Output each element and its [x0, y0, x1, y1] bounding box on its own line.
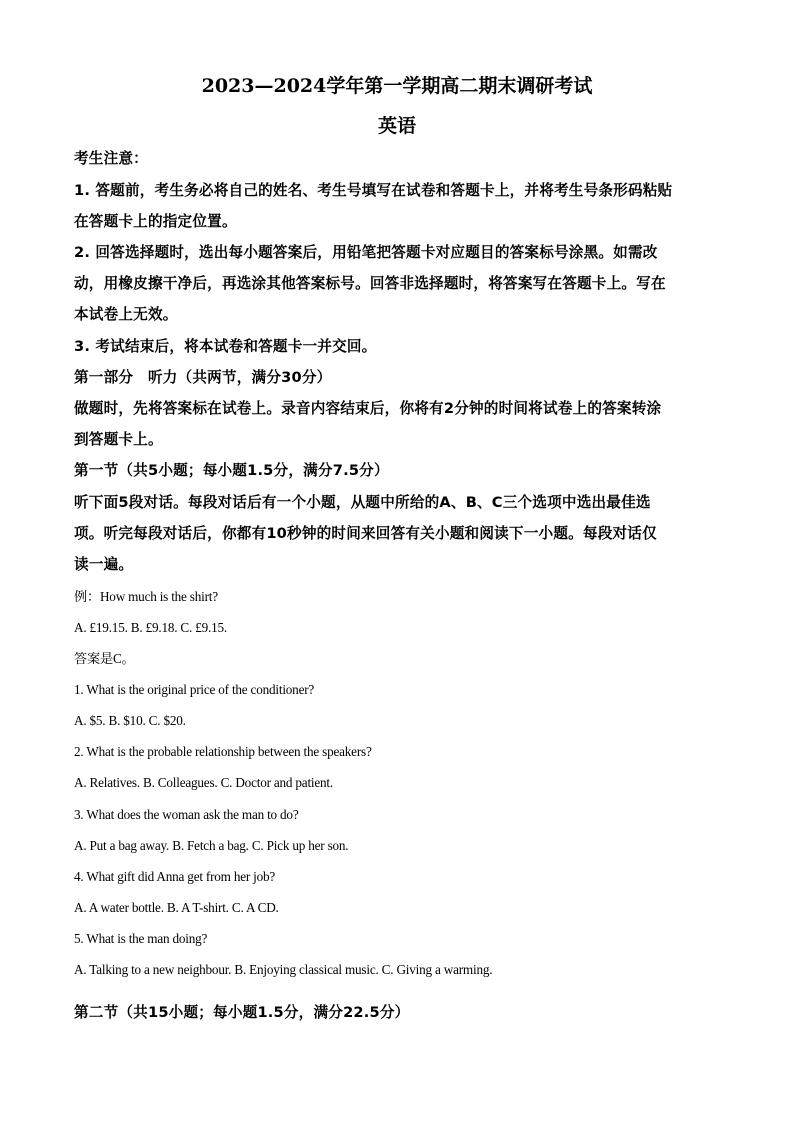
- example-question: 例：How much is the shirt?: [74, 589, 218, 604]
- question-text: 4. What gift did Anna get from her job?: [74, 869, 276, 884]
- notice-line: 在答题卡上的指定位置。: [74, 213, 237, 230]
- notice-line: 1. 答题前，考生务必将自己的姓名、考生号填写在试卷和答题卡上，并将考生号条形码粘贴: [74, 182, 673, 199]
- question-options: A. Talking to a new neighbour. B. Enjoying classical music. C. Giving a warming.: [74, 962, 493, 977]
- section1-instruction: 听下面5段对话。每段对话后有一个小题，从题中所给的A、B、C三个选项中选出最佳选: [74, 494, 651, 511]
- section2-heading: 第二节（共15小题；每小题1.5分，满分22.5分）: [74, 1004, 410, 1021]
- exam-title: 2023—2024学年第一学期高二期末调研考试: [201, 75, 593, 97]
- question-text: 2. What is the probable relationship between the speakers?: [74, 744, 372, 759]
- notice-line: 3. 考试结束后，将本试卷和答题卡一并交回。: [74, 338, 377, 355]
- question-options: A. Put a bag away. B. Fetch a bag. C. Pick up her son.: [74, 838, 349, 853]
- notice-line: 动，用橡皮擦干净后，再选涂其他答案标号。回答非选择题时，将答案写在答题卡上。写在: [74, 275, 666, 292]
- part1-instruction: 到答题卡上。: [74, 431, 163, 448]
- notice-line: 2. 回答选择题时，选出每小题答案后，用铅笔把答题卡对应题目的答案标号涂黑。如需改: [74, 244, 658, 261]
- section1-instruction: 项。听完每段对话后，你都有10秒钟的时间来回答有关小题和阅读下一小题。每段对话仅: [74, 525, 657, 542]
- part1-instruction: 做题时，先将答案标在试卷上。录音内容结束后，你将有2分钟的时间将试卷上的答案转涂: [74, 400, 662, 417]
- section1-heading: 第一节（共5小题；每小题1.5分，满分7.5分）: [74, 462, 389, 479]
- question-options: A. Relatives. B. Colleagues. C. Doctor and patient.: [74, 775, 333, 790]
- part1-heading: 第一部分 听力（共两节，满分30分）: [74, 369, 332, 386]
- question-options: A. $5. B. $10. C. $20.: [74, 713, 186, 728]
- example-answer: 答案是C。: [74, 651, 135, 666]
- question-options: A. A water bottle. B. A T-shirt. C. A CD.: [74, 900, 279, 915]
- question-text: 3. What does the woman ask the man to do?: [74, 807, 299, 822]
- question-text: 1. What is the original price of the conditioner?: [74, 682, 315, 697]
- question-text: 5. What is the man doing?: [74, 931, 208, 946]
- section1-instruction: 读一遍。: [74, 556, 134, 573]
- exam-subject: 英语: [377, 115, 416, 137]
- notice-line: 本试卷上无效。: [74, 306, 178, 323]
- notice-heading: 考生注意：: [74, 150, 148, 167]
- example-options: A. £19.15. B. £9.18. C. £9.15.: [74, 620, 227, 635]
